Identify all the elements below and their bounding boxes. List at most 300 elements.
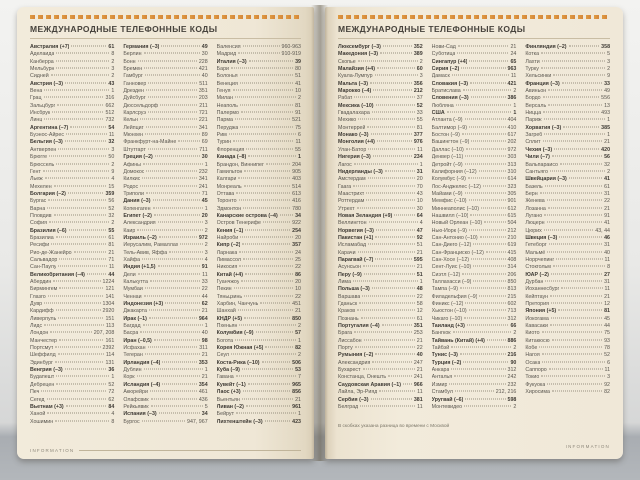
city-code-row [432, 330, 517, 337]
dial-code: 92 [416, 234, 423, 241]
dot-leader [375, 354, 414, 355]
city-code-row [338, 404, 423, 411]
country-name: Финляндия (–2) [525, 44, 567, 50]
city-name: Гамильтон [216, 168, 243, 175]
timezone-footnote: В скобках указана разница во времени с Москвой [338, 424, 450, 429]
city-name: Хошимин [30, 418, 54, 425]
dial-code: 52 [416, 102, 423, 109]
dot-leader [280, 214, 293, 215]
dot-leader [239, 200, 291, 201]
country-name: Малайзия (+4) [338, 66, 376, 73]
city-name: Никосия [216, 264, 238, 271]
dial-code: 11 [417, 146, 423, 153]
city-code-row [123, 374, 207, 381]
dot-leader [262, 361, 291, 362]
dial-code: 359 [105, 190, 115, 197]
dial-code: 451 [292, 301, 301, 308]
city-name: Братислава [431, 88, 461, 95]
dot-leader [231, 68, 293, 69]
city-code-row [123, 323, 207, 330]
dial-code: 436 [198, 396, 208, 403]
country-name: Аргентина (–7) [30, 124, 69, 131]
dial-code: 31 [416, 168, 423, 175]
city-name: Хьюстон (–10) [431, 308, 467, 315]
city-code-row [525, 345, 610, 352]
city-code-row [217, 125, 301, 132]
city-name: Нью-Йорк (–9) [431, 227, 467, 234]
dot-leader [460, 354, 506, 355]
dot-leader [542, 354, 602, 355]
dial-code: 22 [416, 345, 423, 352]
dial-code: 511 [199, 80, 208, 87]
city-code-row [432, 308, 517, 315]
dial-code: 210 [507, 234, 517, 241]
dot-leader [240, 75, 293, 76]
country-name: Иран (–0,5) [123, 337, 152, 344]
city-code-row [432, 125, 517, 132]
dot-leader [469, 229, 506, 230]
city-code-row [123, 169, 207, 176]
city-code-row [217, 264, 301, 271]
country-name: Дания (–3) [123, 198, 151, 205]
dial-code: 253 [413, 330, 423, 337]
dot-leader [463, 90, 512, 91]
city-name: Дувр [30, 301, 43, 308]
city-name: Денвер (–11) [431, 154, 464, 161]
city-name: Гвадалахара [338, 110, 370, 117]
dial-code: 41 [295, 80, 301, 87]
dot-leader [140, 119, 197, 120]
dot-leader [58, 266, 106, 267]
dot-leader [372, 288, 415, 289]
country-code-row [338, 51, 423, 58]
city-code-row [30, 95, 114, 102]
city-name: Рио-де-Жанейро [30, 249, 72, 256]
city-name: Карачи [338, 249, 356, 256]
dial-code: 1 [419, 279, 423, 285]
city-name: Лагос [338, 161, 352, 168]
country-code-row [525, 272, 610, 279]
city-name: Даллас (–10) [431, 146, 464, 153]
city-name: Родос [123, 183, 139, 190]
dot-leader [58, 317, 103, 318]
country-name: Великобритания (–4) [30, 271, 85, 278]
dial-code: 71 [201, 190, 208, 197]
city-code-row [432, 132, 517, 139]
dial-code: 221 [198, 117, 208, 124]
dial-code: 75 [604, 330, 611, 337]
city-name: Варна [30, 205, 46, 212]
city-code-row [525, 110, 610, 117]
city-name: Филадельфия (–9) [431, 293, 478, 300]
city-code-row [217, 88, 301, 95]
city-name: Стамбул [431, 389, 453, 396]
dot-leader [541, 68, 605, 69]
country-code-row [217, 345, 301, 352]
dot-leader [145, 134, 200, 135]
city-code-row [338, 220, 423, 227]
dial-code: 4 [111, 176, 115, 183]
city-code-row [217, 73, 301, 80]
city-code-row [338, 162, 423, 169]
city-name: Бостон (–9) [431, 132, 460, 139]
city-name: Порту [338, 345, 353, 352]
dot-leader [548, 90, 602, 91]
dial-code: 51 [295, 73, 301, 80]
city-code-row [123, 103, 207, 110]
city-code-row [123, 110, 207, 117]
city-code-row [217, 308, 301, 315]
dot-leader [549, 369, 603, 370]
city-name: Бухарест [338, 367, 361, 374]
city-code-row [432, 44, 517, 51]
dot-leader [551, 273, 602, 274]
dial-code: 11 [604, 367, 611, 374]
dial-code: 43 [416, 190, 423, 197]
dial-code: 3 [111, 66, 115, 73]
city-code-row [338, 264, 423, 271]
dial-code: 46 [604, 234, 611, 241]
dot-leader [44, 325, 104, 326]
country-name: Кувейт (–1) [216, 381, 246, 388]
city-name: Финикс (–12) [431, 301, 464, 308]
dot-leader [453, 332, 512, 333]
dial-code: 323 [507, 183, 517, 190]
city-name: Килкис [123, 176, 141, 183]
city-name: Исфахан [123, 345, 146, 352]
dot-leader [551, 303, 602, 304]
dial-code: 207, 208 [93, 330, 115, 337]
country-name: Мальта (–3) [338, 80, 369, 87]
city-code-row [30, 374, 114, 381]
city-code-row [432, 389, 517, 396]
city-code-row [338, 59, 423, 66]
dial-code: 11 [417, 403, 423, 410]
city-name: Печ [30, 389, 40, 396]
dot-leader [146, 170, 196, 171]
dial-code: 98 [201, 337, 208, 344]
city-name: Будапешт [30, 374, 55, 381]
city-name: София [30, 220, 47, 227]
dial-code: 353 [198, 359, 208, 366]
country-code-row [525, 154, 610, 161]
city-name: Бонн [123, 58, 136, 65]
country-code-row [123, 338, 207, 345]
city-name: Сидней [30, 73, 49, 80]
dial-code: 947, 967 [187, 418, 208, 425]
dial-code: 44 [604, 323, 611, 330]
dial-code: 20 [416, 176, 423, 183]
code-column [123, 44, 207, 426]
country-name: Марокко (–4) [338, 88, 372, 95]
dial-code: 22 [295, 264, 301, 271]
city-name: Гавана [216, 374, 234, 381]
city-code-row [30, 88, 114, 95]
city-code-row [525, 88, 610, 95]
city-name: Ницца [525, 110, 542, 117]
dot-leader [44, 90, 109, 91]
city-name: Бремен [123, 66, 143, 73]
city-name: Вальпараисо [525, 161, 558, 168]
city-name: Брюссель [30, 161, 55, 168]
dial-code: 3 [204, 220, 208, 227]
dial-code: 901 [507, 198, 517, 205]
dial-code: 2 [111, 73, 115, 80]
dot-leader [55, 347, 100, 348]
country-code-row [338, 66, 423, 73]
city-name: Пекин [216, 286, 232, 293]
city-code-row [525, 360, 610, 367]
city-code-row [338, 301, 423, 308]
city-name: Лугано [525, 212, 543, 219]
city-name: Дуйсбург [123, 95, 146, 102]
dial-code: 1 [513, 102, 517, 109]
dot-leader [479, 170, 506, 171]
dial-code: 234 [413, 154, 423, 161]
country-code-row [30, 125, 114, 132]
dot-leader [465, 119, 506, 120]
dial-code: 4 [111, 411, 115, 418]
city-code-row [217, 352, 301, 359]
dial-code: 33 [604, 80, 611, 87]
dial-code: 2 [513, 403, 517, 410]
city-name: Шанхай [216, 308, 236, 315]
dial-code: 1 [607, 117, 611, 124]
accent-strip [338, 15, 610, 19]
dial-code: 2 [607, 168, 611, 175]
city-name: Турин [216, 139, 232, 146]
city-name: Мехелен [30, 183, 52, 190]
country-name: Ливан (–2) [216, 403, 244, 410]
dot-leader [354, 163, 418, 164]
country-name: Тунис (–3) [431, 352, 458, 359]
dial-code: 30 [416, 205, 423, 212]
city-code-row [432, 242, 517, 249]
city-code-row [123, 220, 207, 227]
dot-leader [235, 97, 296, 98]
city-code-row [30, 286, 114, 293]
country-code-row [525, 235, 610, 242]
dot-leader [354, 97, 414, 98]
country-name: Болгария (–2) [30, 190, 66, 197]
dial-code: 203 [198, 95, 208, 102]
dot-leader [59, 258, 106, 259]
dial-code: 21 [604, 139, 611, 146]
dial-code: 21 [416, 367, 423, 374]
city-name: Гамбург [123, 73, 143, 80]
dot-leader [462, 134, 506, 135]
dial-code: 922 [292, 220, 301, 227]
city-code-row [432, 374, 517, 381]
country-name: Швеция (–3) [525, 234, 558, 241]
city-name: Сальвадор [30, 256, 58, 263]
dial-code: 21 [201, 308, 208, 315]
city-name: Домокос [123, 168, 145, 175]
city-code-row [123, 95, 207, 102]
dial-code: 11 [417, 389, 423, 396]
dial-code: 354 [198, 381, 208, 388]
country-name: Колумбия (–9) [216, 330, 254, 337]
country-code-row [123, 44, 207, 51]
country-code-row [338, 44, 423, 51]
city-code-row [525, 220, 610, 227]
dot-leader [137, 376, 200, 377]
city-name: Ганновер [123, 80, 147, 87]
city-code-row [30, 103, 114, 110]
city-name: Сан-Паулу [30, 264, 57, 271]
city-name: Дурбан [525, 279, 544, 285]
dial-code: 242 [507, 374, 517, 381]
country-name: Мексика (–10) [338, 102, 374, 109]
dial-code: 36 [108, 367, 115, 374]
country-code-row [123, 316, 207, 323]
dot-leader [56, 60, 110, 61]
city-name: Гаага [338, 183, 352, 190]
dot-leader [240, 236, 293, 237]
city-code-row [432, 367, 517, 374]
dial-code: 31 [604, 279, 611, 285]
city-name: Бангкок [431, 330, 451, 337]
country-code-row [217, 419, 301, 426]
dial-code: 358 [601, 44, 611, 50]
dot-leader [145, 288, 200, 289]
dial-code: 713 [507, 308, 517, 315]
dot-leader [43, 170, 110, 171]
country-code-row [123, 235, 207, 242]
dial-code: 33 [416, 110, 423, 117]
dot-leader [458, 46, 509, 47]
left-page [17, 7, 314, 459]
dial-code: 313 [507, 161, 517, 168]
city-code-row [338, 330, 423, 337]
dial-code: 22 [295, 293, 301, 300]
city-code-row [217, 162, 301, 169]
dial-code: 410 [507, 124, 517, 131]
dot-leader [245, 273, 293, 274]
city-name: Басра [123, 330, 139, 337]
dot-leader [50, 332, 91, 333]
city-name: Тель-Авив, Яффа [123, 249, 168, 256]
dot-leader [375, 75, 418, 76]
city-code-row [338, 242, 423, 249]
city-code-row [525, 382, 610, 389]
dot-leader [358, 119, 415, 120]
country-code-row [30, 81, 114, 88]
dial-code: 615 [507, 212, 517, 219]
city-name: Мемфис (–10) [431, 198, 467, 205]
dot-leader [142, 178, 196, 179]
dial-code: 403 [292, 176, 301, 183]
city-code-row [432, 191, 517, 198]
dial-code: 11 [604, 256, 611, 263]
dot-leader [143, 325, 203, 326]
city-code-row [217, 110, 301, 117]
dot-leader [470, 82, 505, 83]
footer-label-wrap [338, 435, 610, 453]
dial-code: 34 [201, 411, 208, 418]
dial-code: 49 [201, 44, 208, 50]
city-name: Парма [216, 117, 233, 124]
dot-leader [447, 112, 512, 113]
city-code-row [432, 73, 517, 80]
dot-leader [483, 185, 506, 186]
city-code-row [30, 308, 114, 315]
city-name: Краков [338, 308, 356, 315]
city-code-row [432, 198, 517, 205]
dial-code: 8 [111, 418, 115, 425]
dial-code: 662 [105, 102, 115, 109]
dot-leader [383, 46, 412, 47]
dot-leader [160, 104, 197, 105]
city-name: Лидс [30, 323, 43, 330]
city-name: Торонто [216, 198, 237, 205]
dot-leader [353, 281, 418, 282]
city-code-row [432, 294, 517, 301]
dial-code: 1224 [102, 279, 115, 285]
dot-leader [366, 200, 414, 201]
dial-code: 41 [604, 220, 611, 227]
city-name: Анталья [431, 374, 453, 381]
dot-leader [541, 53, 605, 54]
dial-code: 55 [416, 117, 423, 124]
dial-code: 69 [201, 139, 208, 146]
dot-leader [71, 46, 106, 47]
dot-leader [471, 97, 506, 98]
city-name: Инсбрук [30, 110, 51, 117]
city-code-row [525, 51, 610, 58]
dot-leader [235, 119, 290, 120]
dial-code: 619 [507, 242, 517, 249]
country-name: Чехия (–3) [525, 146, 553, 153]
dial-code: 312 [507, 315, 517, 322]
dot-leader [373, 156, 412, 157]
city-name: Джакарта [123, 308, 147, 315]
footer-rule [79, 450, 301, 451]
dot-leader [542, 361, 605, 362]
city-name: Копенгаген [123, 205, 151, 212]
city-name: Эдмонтон [216, 205, 242, 212]
city-code-row [338, 176, 423, 183]
country-code-row [217, 367, 301, 374]
dial-code: 613 [292, 190, 301, 197]
dot-leader [549, 244, 602, 245]
city-name: Суботица [431, 51, 456, 58]
dial-code: 521 [292, 117, 301, 124]
country-code-row [30, 191, 114, 198]
dial-code: 31 [604, 190, 611, 197]
dial-code: 850 [292, 315, 301, 322]
country-code-row [432, 360, 517, 367]
city-code-row [30, 397, 114, 404]
country-code-row [338, 228, 423, 235]
city-code-row [525, 117, 610, 124]
dial-code: 1 [204, 323, 208, 330]
dial-code: 3 [204, 249, 208, 256]
city-name: Пловдив [30, 212, 52, 219]
dial-code: 2 [513, 345, 517, 352]
city-code-row [432, 88, 517, 95]
country-name: Турция (–2) [431, 359, 462, 366]
dial-code: 2 [298, 95, 301, 102]
city-code-row [432, 272, 517, 279]
title-rule [30, 38, 301, 39]
city-code-row [432, 154, 517, 161]
country-code-row [525, 81, 610, 88]
left-page-content [17, 7, 314, 459]
city-name: Шеффилд [30, 352, 56, 359]
dot-leader [355, 347, 415, 348]
dot-leader [372, 361, 411, 362]
